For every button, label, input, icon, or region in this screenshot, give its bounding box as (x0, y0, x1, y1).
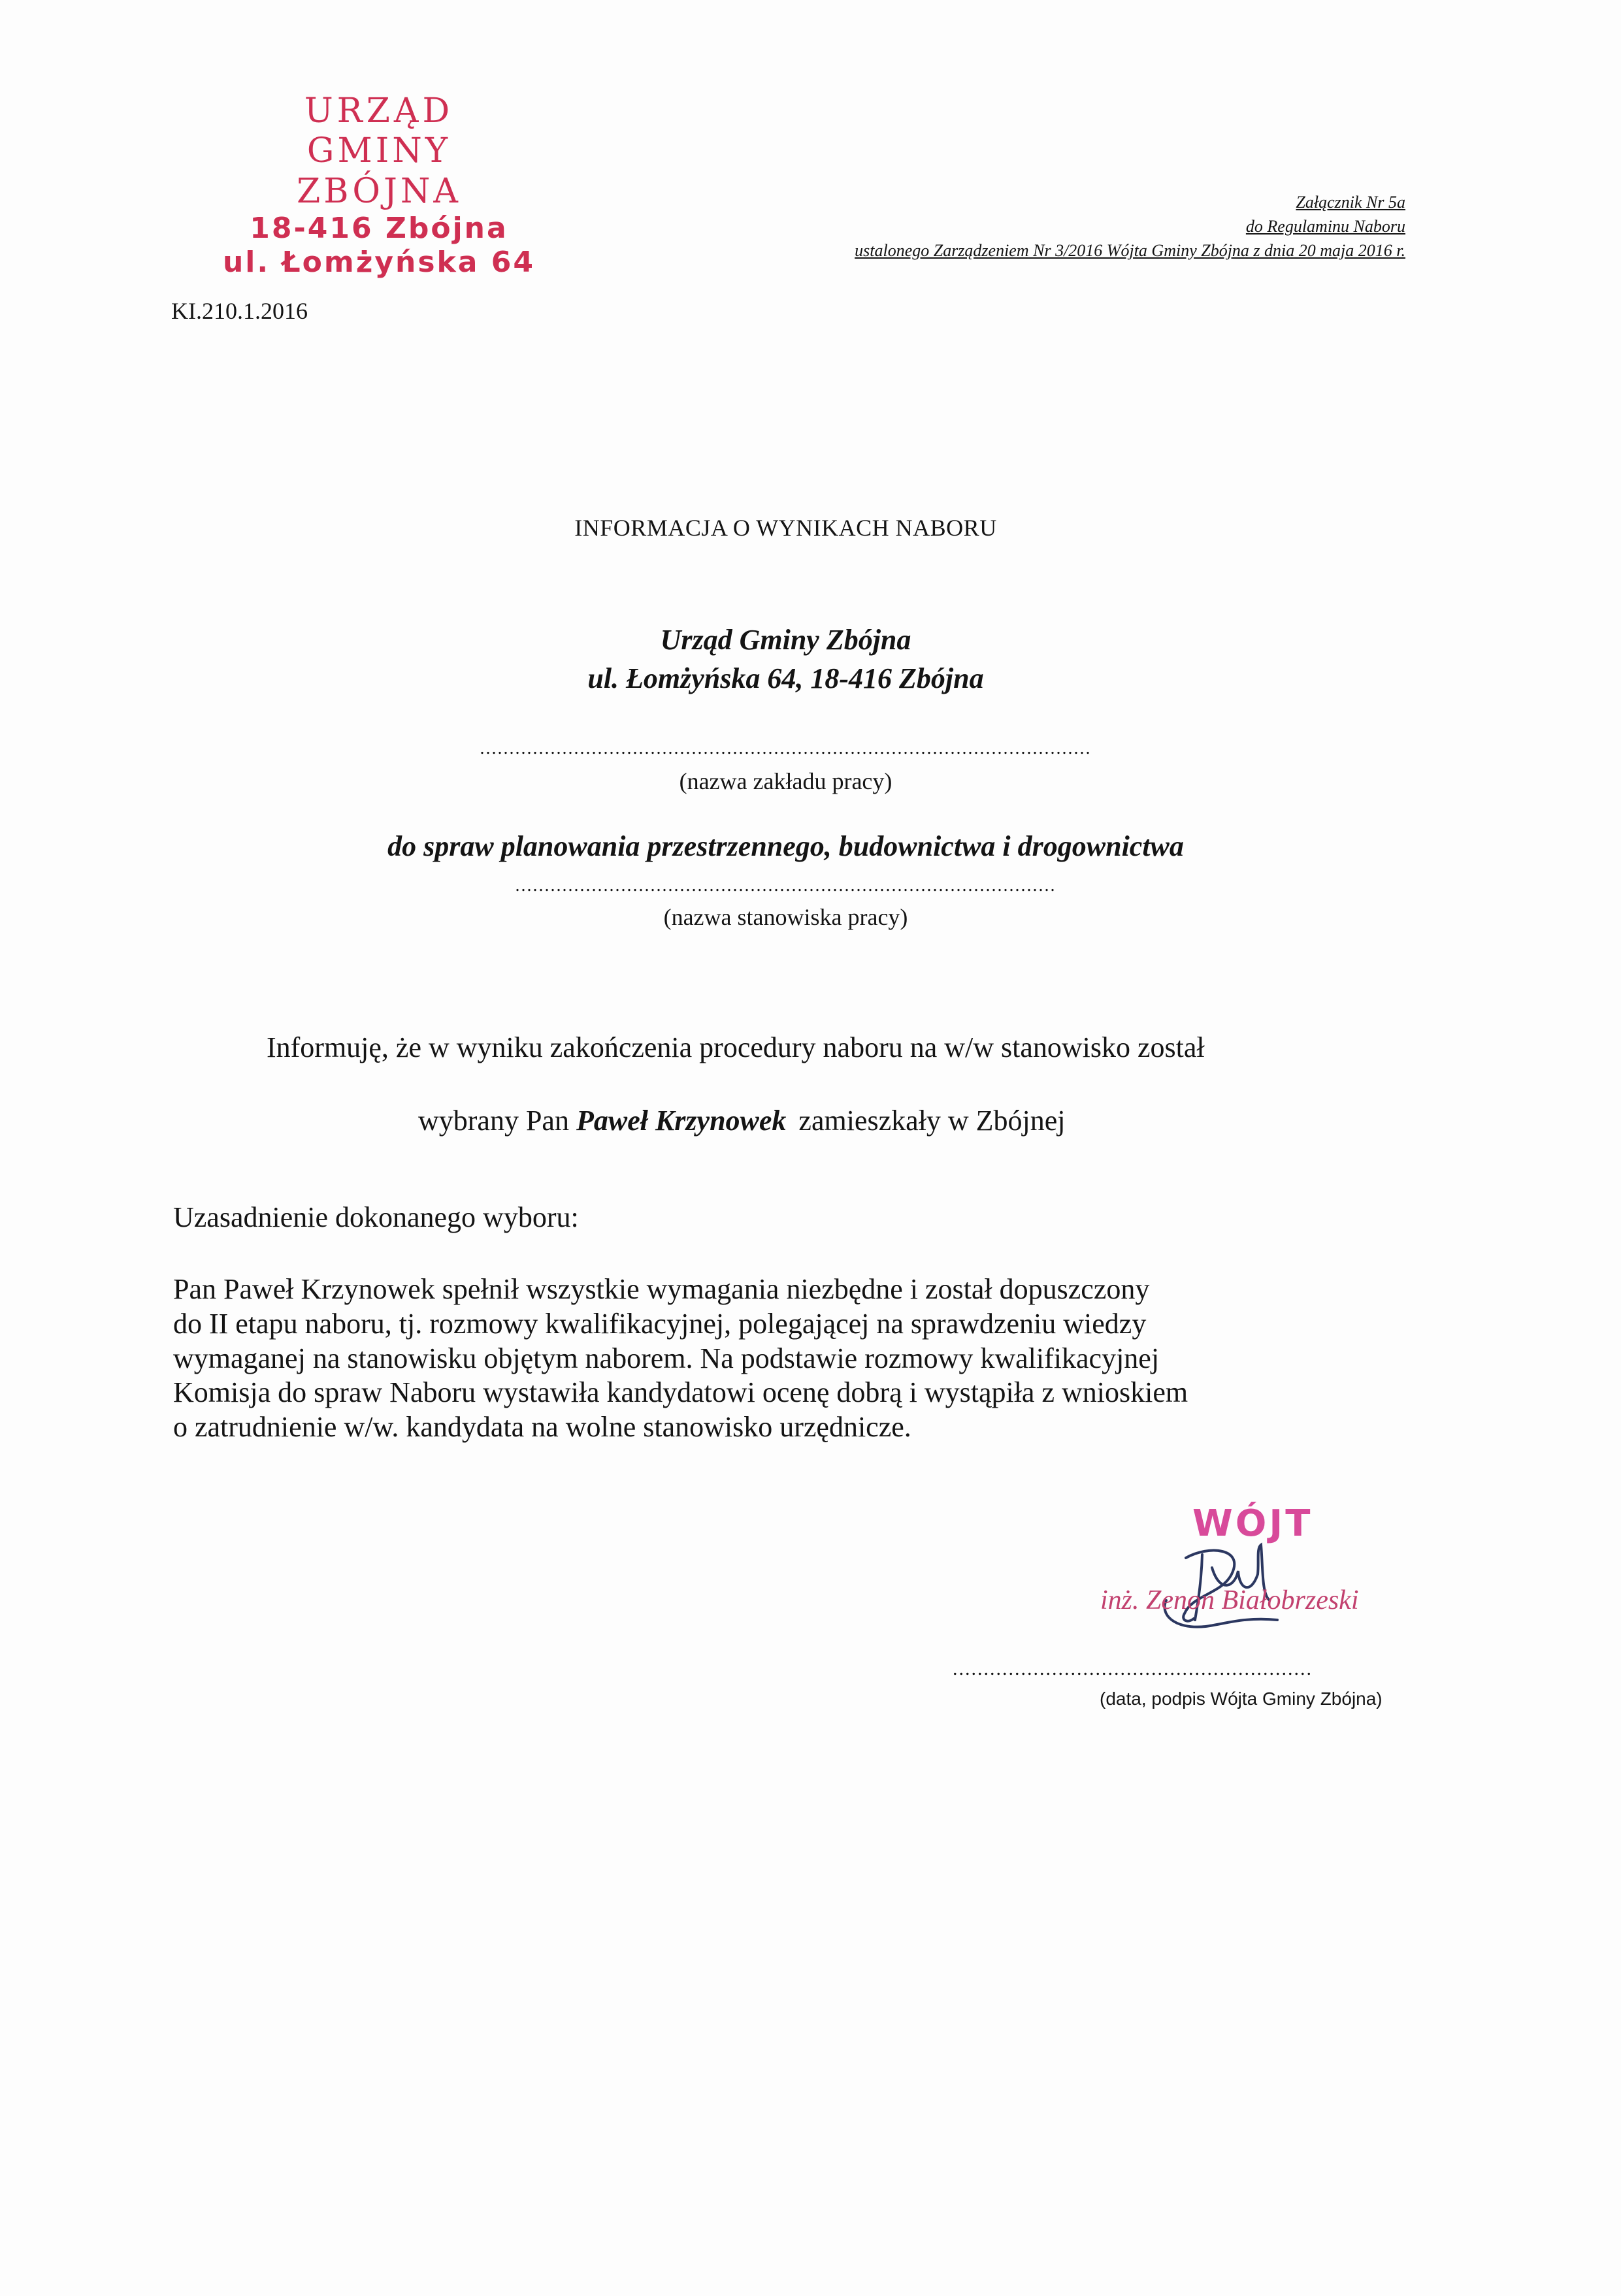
handwritten-signature (1147, 1522, 1303, 1633)
stamp-line-2: GMINY ZBÓJNA (297, 131, 461, 211)
signature-dotted-line: .......................................................... (953, 1658, 1313, 1679)
candidate-name: Paweł Krzynowek (576, 1105, 787, 1137)
stamp-line-4: ul. Łomżyńska 64 (222, 245, 536, 279)
stamp-line-3: 18-416 Zbójna (250, 212, 508, 246)
statement-prefix: wybrany Pan (418, 1105, 569, 1137)
position-dotted-line: ............................................................................................ (515, 875, 1056, 896)
justification-line: Komisja do spraw Naboru wystawiła kandydatowi ocenę dobrą i wystąpiła z wnioskiem (173, 1376, 1188, 1409)
statement-suffix: zamieszkały w Zbójnej (798, 1105, 1066, 1137)
justification-title: Uzasadnienie dokonanego wyboru: (173, 1201, 579, 1233)
employer-address: ul. Łomżyńska 64, 18-416 Zbójna (587, 662, 984, 695)
signature-stamp-name: inż. Zenon Białobrzeski (1100, 1585, 1359, 1615)
position-caption: (nazwa stanowiska pracy) (663, 904, 908, 930)
position-name: do spraw planowania przestrzennego, budownictwa i drogownictwa (387, 830, 1184, 862)
signature-caption: (data, podpis Wójta Gminy Zbójna) (1100, 1689, 1383, 1709)
stamp-line-1: URZĄD (304, 91, 454, 131)
justification-line: o zatrudnienie w/w. kandydata na wolne stanowisko urzędnicze. (173, 1411, 911, 1444)
statement-line-1: Informuję, że w wyniku zakończenia procedury naboru na w/w stanowisko został (267, 1031, 1205, 1063)
annex-line-3: ustalonego Zarządzeniem Nr 3/2016 Wójta Gminy Zbójna z dnia 20 maja 2016 r. (855, 240, 1405, 260)
annex-line-1: Załącznik Nr 5a (1296, 193, 1405, 212)
signature-stamp-title: WÓJT (1192, 1502, 1313, 1545)
employer-caption: (nazwa zakładu pracy) (679, 768, 892, 794)
justification-line: wymaganej na stanowisku objętym naborem. Na podstawie rozmowy kwalifikacyjnej (173, 1342, 1160, 1374)
employer-block (0, 621, 1571, 698)
annex-line-2: do Regulaminu Naboru (1245, 216, 1405, 236)
reference-number: KI.210.1.2016 (171, 298, 308, 324)
justification-line: Pan Paweł Krzynowek spełnił wszystkie wymagania niezbędne i został dopuszczony (173, 1273, 1150, 1305)
justification-paragraph (173, 1272, 1415, 1445)
document-heading: INFORMACJA O WYNIKACH NABORU (574, 515, 997, 541)
employer-dotted-line: ........................................................................................................ (480, 738, 1092, 758)
statement-line-2 (418, 1104, 1066, 1139)
employer-name: Urząd Gminy Zbójna (660, 624, 911, 656)
office-stamp (222, 91, 536, 280)
annex-note (556, 191, 1405, 263)
justification-line: do II etapu naboru, tj. rozmowy kwalifikacyjnej, polegającej na sprawdzeniu wiedzy (173, 1307, 1147, 1340)
